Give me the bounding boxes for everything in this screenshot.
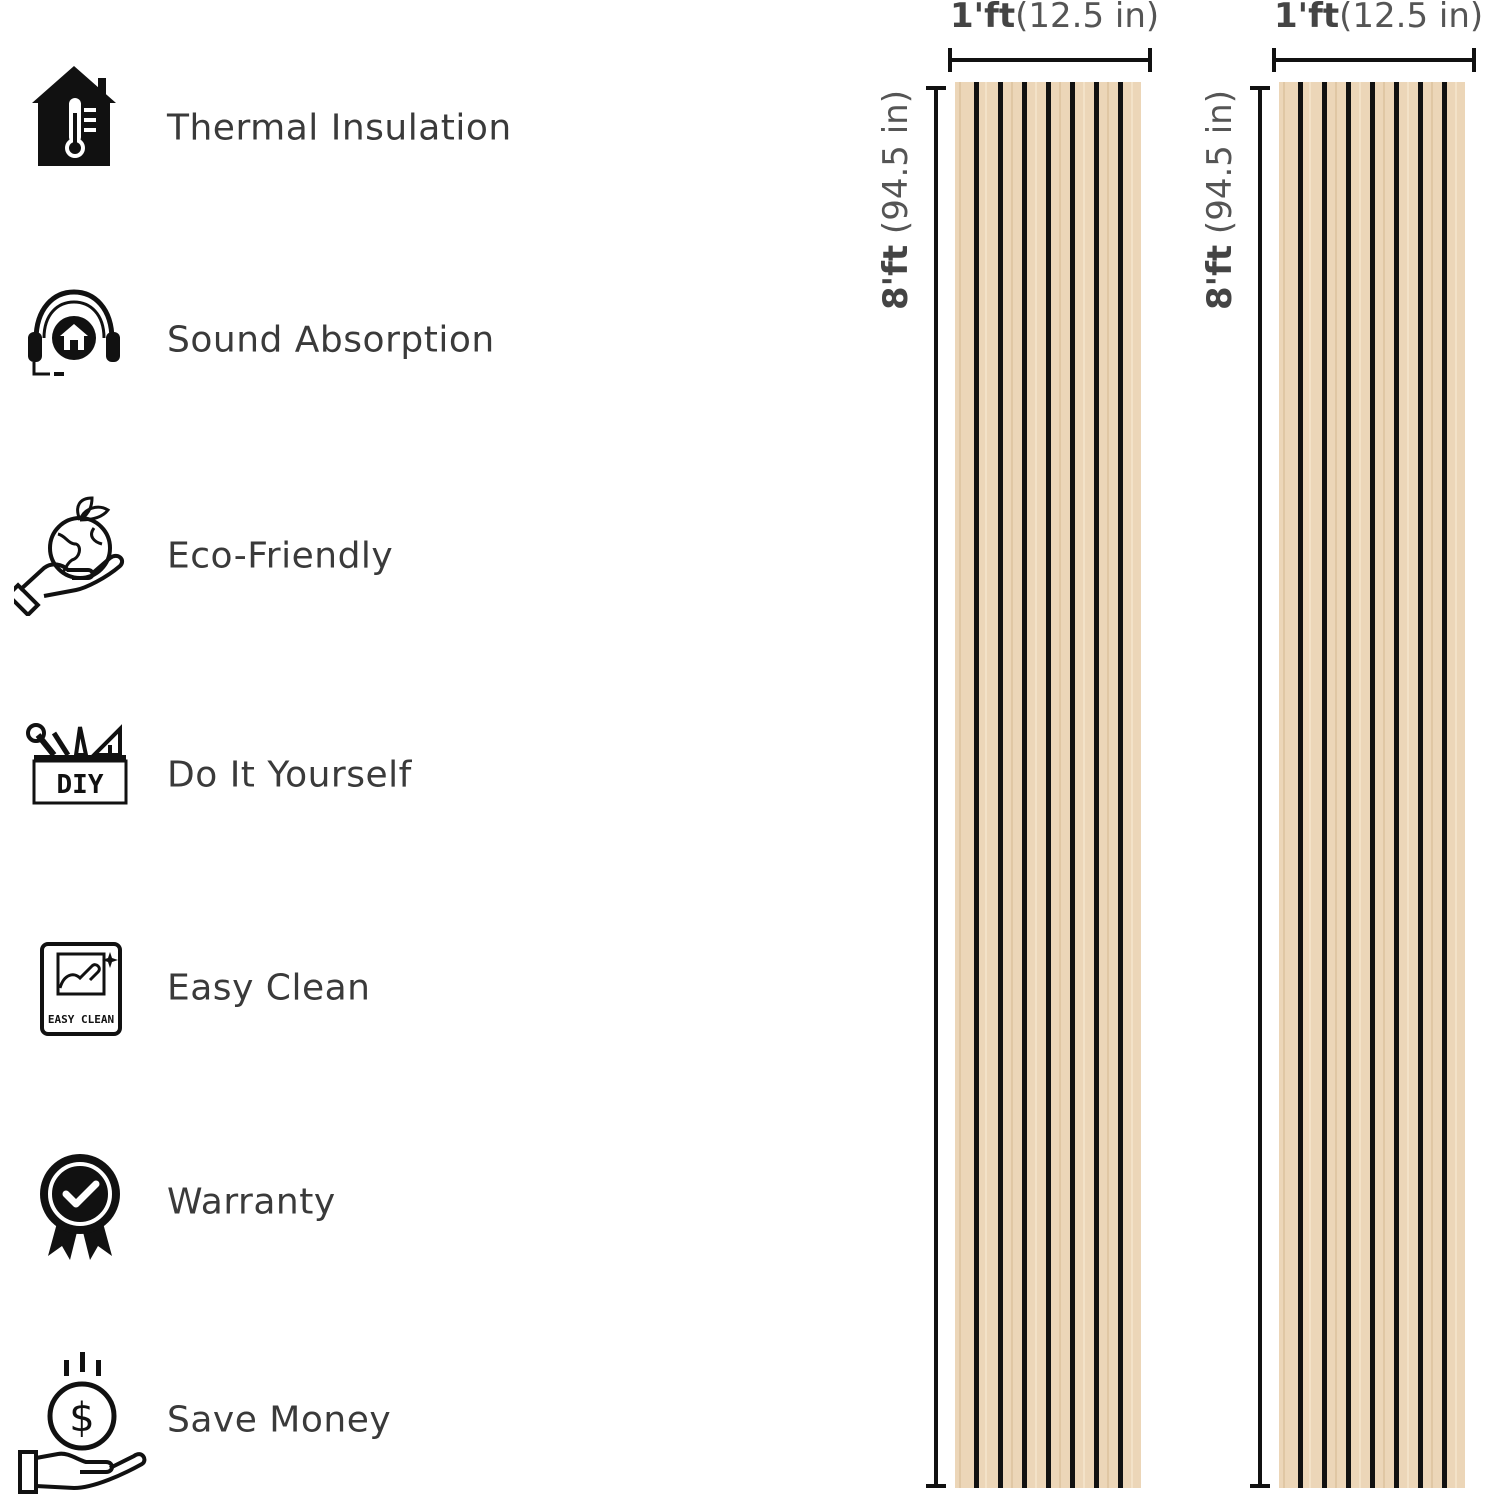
panel-width-bold: 1'ft (1274, 0, 1340, 36)
diy-toolbox-icon (14, 705, 149, 840)
panel-height-label (1200, 90, 1240, 310)
feature-label: Thermal Insulation (167, 107, 512, 149)
thermal-house-icon (14, 58, 149, 193)
feature-label: Warranty (167, 1181, 336, 1223)
panel-height-label (876, 90, 916, 310)
feature-label: Eco-Friendly (167, 535, 394, 577)
svg-text:$: $ (69, 1395, 95, 1441)
warranty-badge-icon (14, 1132, 149, 1267)
easy-clean-icon (14, 918, 149, 1053)
feature-label: Easy Clean (167, 967, 371, 1009)
slat-panel (1279, 82, 1465, 1488)
panel-width-detail: (12.5 in) (1015, 0, 1160, 36)
feature-label: Save Money (167, 1399, 392, 1441)
feature-easy-clean (0, 918, 720, 1058)
diy-icon-text: DIY (56, 770, 104, 800)
feature-label: Do It Yourself (167, 754, 412, 796)
feature-thermal-insulation (0, 58, 720, 198)
easy-clean-icon-text: EASY CLEAN (47, 1013, 115, 1026)
headphones-house-icon (14, 270, 149, 405)
globe-hand-icon (14, 486, 149, 621)
slat-panel (955, 82, 1141, 1488)
panel-width-detail: (12.5 in) (1339, 0, 1484, 36)
feature-warranty (0, 1132, 720, 1272)
feature-save-money (0, 1350, 720, 1490)
panel-1 (870, 0, 1160, 1495)
panel-height-bold: 8'ft (876, 244, 916, 310)
feature-do-it-yourself (0, 705, 720, 845)
feature-label: Sound Absorption (167, 319, 495, 361)
panel-height-detail: (94.5 in) (876, 90, 916, 235)
panel-height-bold: 8'ft (1200, 244, 1240, 310)
coin-hand-icon (14, 1350, 149, 1485)
panel-height-detail: (94.5 in) (1200, 90, 1240, 235)
feature-sound-absorption (0, 270, 720, 410)
panel-width-bold: 1'ft (950, 0, 1016, 36)
panel-2 (1194, 0, 1484, 1495)
feature-eco-friendly (0, 486, 720, 626)
